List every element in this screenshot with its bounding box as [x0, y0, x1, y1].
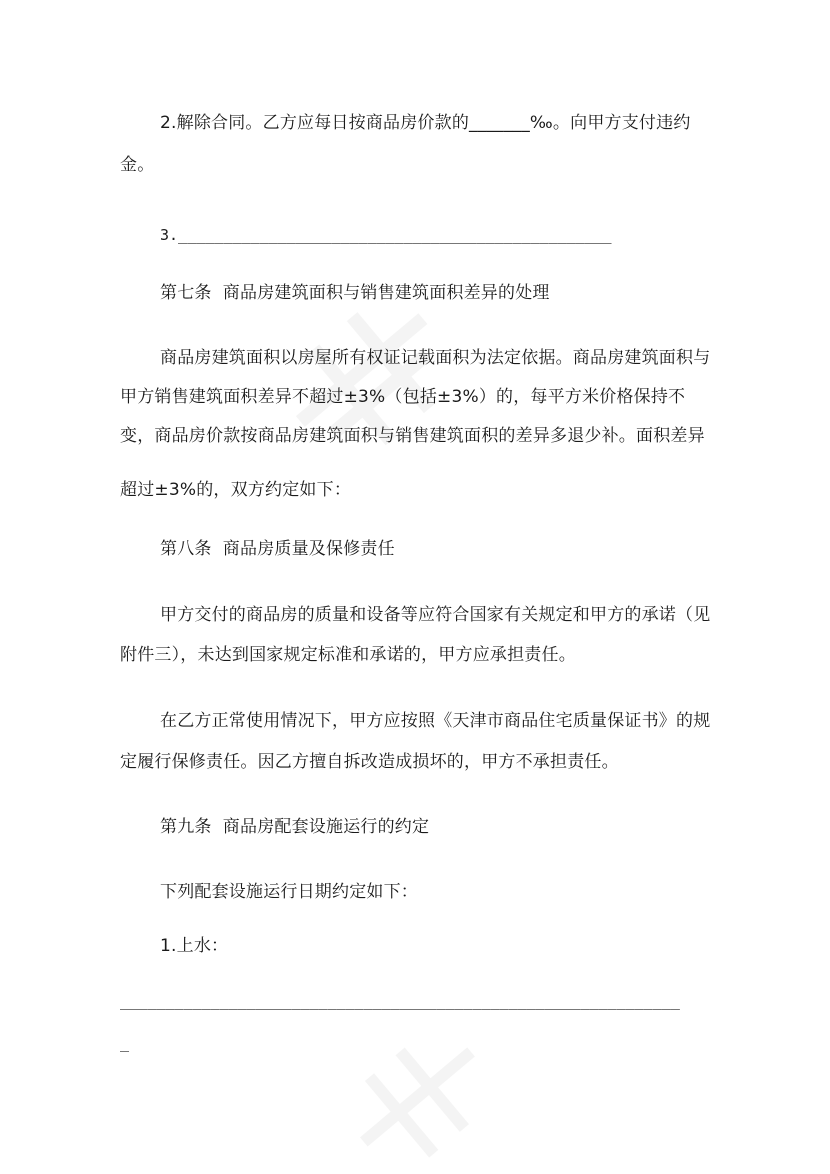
watermark-bottom	[330, 1030, 510, 1170]
article-8-para-1-line-1: 甲方交付的商品房的质量和设备等应符合国家有关规定和甲方的承诺（见	[160, 605, 711, 625]
paragraph-item-3-blank: 3.________________________________________________	[160, 226, 612, 244]
water-supply-item: 1.上水：	[160, 936, 229, 956]
water-supply-blank-tail: _	[120, 1034, 130, 1052]
article-8-para-2-line-2: 定履行保修责任。因乙方擅自拆改造成损坏的，甲方不承担责任。	[120, 752, 619, 772]
article-8-heading: 第八条 商品房质量及保修责任	[160, 539, 395, 559]
article-8-para-2-line-1: 在乙方正常使用情况下，甲方应按照《天津市商品住宅质量保证书》的规	[160, 711, 711, 731]
paragraph-item-2-cont: 金。	[120, 155, 155, 175]
article-7-para-line-3: 变，商品房价款按商品房建筑面积与销售建筑面积的差异多退少补。面积差异	[120, 426, 705, 446]
water-supply-blank-line: ______________________________________________________________	[120, 992, 680, 1010]
article-7-para-line-2: 甲方销售建筑面积差异不超过±3%（包括±3%）的，每平方米价格保持不	[120, 387, 686, 407]
article-7-para-line-4: 超过±3%的，双方约定如下：	[120, 480, 352, 500]
article-7-heading: 第七条 商品房建筑面积与销售建筑面积差异的处理	[160, 283, 550, 303]
article-7-para-line-1: 商品房建筑面积以房屋所有权证记载面积为法定依据。商品房建筑面积与	[160, 348, 711, 368]
article-9-intro: 下列配套设施运行日期约定如下：	[160, 882, 418, 902]
paragraph-item-2: 2.解除合同。乙方应每日按商品房价款的_______‰。向甲方支付违约	[160, 113, 691, 133]
article-9-heading: 第九条 商品房配套设施运行的约定	[160, 817, 430, 837]
article-8-para-1-line-2: 附件三），未达到国家规定标准和承诺的，甲方应承担责任。	[120, 645, 576, 665]
